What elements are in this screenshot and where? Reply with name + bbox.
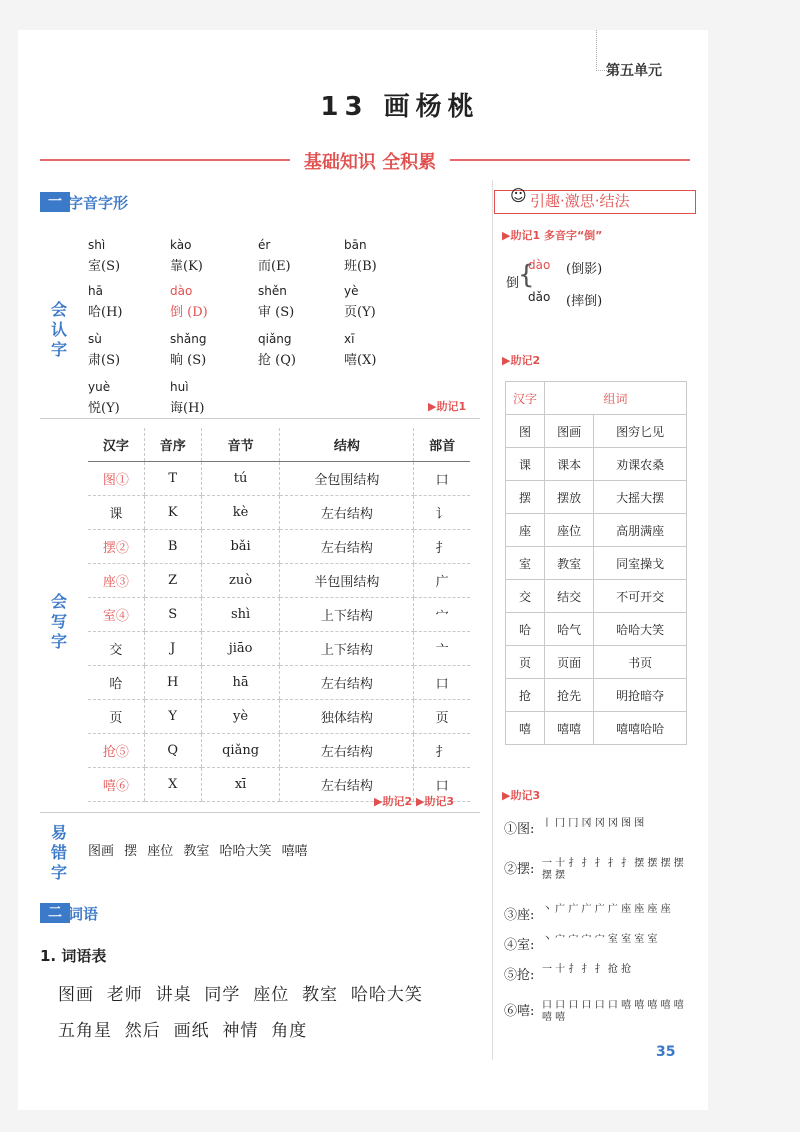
lesson-title: 13 画杨桃 <box>320 92 480 122</box>
recognize-char: 抢 (Q) <box>258 353 296 368</box>
compound-row <box>506 547 687 580</box>
write-table-row <box>88 598 470 632</box>
compound-cell: 哈气 <box>545 613 594 646</box>
recognize-char: 晌 (S) <box>170 353 207 368</box>
unit-tag: 第五单元 <box>606 63 662 79</box>
write-table-header: 结构 <box>280 428 414 462</box>
write-table-cell: Y <box>144 700 201 734</box>
compound-cell: 摆 <box>506 481 545 514</box>
write-table-row <box>88 564 470 598</box>
stroke-sequence: 丶 广 广 广 广 广 座 座 座 座 <box>542 904 671 915</box>
write-table-cell: 嘻⑥ <box>88 768 144 802</box>
recognize-pinyin: yuè <box>88 380 111 394</box>
dao-char: 倒 <box>506 276 520 291</box>
compound-cell: 嘻嘻哈哈 <box>594 712 687 745</box>
recognize-pinyin: dào <box>170 284 193 298</box>
recognize-pinyin: bān <box>344 238 367 252</box>
brace-icon: { <box>518 260 535 290</box>
write-table-cell: Z <box>144 564 201 598</box>
compound-cell: 课 <box>506 448 545 481</box>
compound-cell: 高朋满座 <box>594 514 687 547</box>
stroke-sequence: 口 口 口 口 口 口 嘻 嘻 嘻 嘻 嘻 嘻 嘻 <box>542 1000 684 1023</box>
dao2-pinyin: dǎo <box>528 290 551 304</box>
write-table-cell: kè <box>201 496 280 530</box>
write-table-cell: 左右结构 <box>280 530 414 564</box>
compound-cell: 不可开交 <box>594 580 687 613</box>
recognize-pinyin: qiǎng <box>258 332 292 346</box>
section1-title: 字音字形 <box>68 194 129 212</box>
write-table-row <box>88 530 470 564</box>
compound-cell: 页面 <box>545 646 594 679</box>
compound-cell: 摆放 <box>545 481 594 514</box>
write-table-cell: xī <box>201 768 280 802</box>
write-table-cell: 摆② <box>88 530 144 564</box>
recognize-char: 审 (S) <box>258 305 295 320</box>
write-table-row <box>88 496 470 530</box>
stroke-label: ⑤抢: <box>504 968 535 983</box>
vocab-line-1: 图画 老师 讲桌 同学 座位 教室 哈哈大笑 <box>58 985 423 1005</box>
banner-line-right <box>450 159 690 161</box>
write-table-cell: jiāo <box>201 632 280 666</box>
recognize-char: 嘻(X) <box>344 353 377 368</box>
write-table-cell: 室④ <box>88 598 144 632</box>
vocab-line-2: 五角星 然后 画纸 神情 角度 <box>58 1021 308 1041</box>
write-table-cell: T <box>144 462 201 496</box>
compound-cell: 哈 <box>506 613 545 646</box>
side-zhuji1-title: ▶助记1 多音字“倒” <box>502 229 603 242</box>
write-table-cell: 口 <box>414 666 470 700</box>
write-table-cell: 广 <box>414 564 470 598</box>
write-table-cell: 左右结构 <box>280 496 414 530</box>
write-table-row <box>88 462 470 496</box>
write-table-cell: 扌 <box>414 734 470 768</box>
compound-row <box>506 580 687 613</box>
stroke-sequence: 一 十 扌 扌 扌 抢 抢 <box>542 964 632 975</box>
recognize-pinyin: xī <box>344 332 355 346</box>
zhuji1-tag[interactable]: ▶助记1 <box>428 400 467 413</box>
compound-row <box>506 415 687 448</box>
section-banner: 基础知识 全积累 <box>290 148 450 174</box>
write-table-cell: yè <box>201 700 280 734</box>
write-table-row <box>88 666 470 700</box>
write-table-row <box>88 734 470 768</box>
compound-cell: 劝课农桑 <box>594 448 687 481</box>
write-table-cell: 左右结构 <box>280 666 414 700</box>
recognize-pinyin: huì <box>170 380 189 394</box>
write-table-cell: shì <box>201 598 280 632</box>
compound-row <box>506 481 687 514</box>
stroke-label: ②摆: <box>504 862 535 877</box>
write-table-cell: 页 <box>88 700 144 734</box>
recognize-char: 诲(H) <box>170 401 205 416</box>
vocab-title: 1. 词语表 <box>40 947 107 965</box>
compound-header: 组词 <box>545 382 687 415</box>
compound-cell: 同室操戈 <box>594 547 687 580</box>
compound-cell: 明抢暗夺 <box>594 679 687 712</box>
divider <box>40 812 480 813</box>
recognize-char: 哈(H) <box>88 305 123 320</box>
teacher-icon: ☺ <box>510 186 527 205</box>
write-table-cell: zuò <box>201 564 280 598</box>
write-table-cell: qiǎng <box>201 734 280 768</box>
recognize-pinyin: kào <box>170 238 192 252</box>
compound-cell: 结交 <box>545 580 594 613</box>
write-table-cell: 扌 <box>414 530 470 564</box>
stroke-sequence: 一 十 扌 扌 扌 扌 扌 摆 摆 摆 摆 摆 摆 <box>542 858 684 881</box>
compound-cell: 哈哈大笑 <box>594 613 687 646</box>
recognize-label: 会认字 <box>50 300 67 359</box>
write-table-cell: 页 <box>414 700 470 734</box>
recognize-pinyin: shǎng <box>170 332 207 346</box>
compound-cell: 图穷匕见 <box>594 415 687 448</box>
write-table-cell: J <box>144 632 201 666</box>
recognize-pinyin: yè <box>344 284 359 298</box>
write-table-cell: K <box>144 496 201 530</box>
compound-words-table <box>505 381 687 745</box>
compound-cell: 页 <box>506 646 545 679</box>
zhuji23-tag[interactable]: ▶助记2 ▶助记3 <box>374 795 455 808</box>
write-table-cell: 口 <box>414 768 470 802</box>
banner-line-left <box>40 159 290 161</box>
compound-cell: 教室 <box>545 547 594 580</box>
compound-cell: 抢 <box>506 679 545 712</box>
write-table-header: 音序 <box>144 428 201 462</box>
recognize-char: 而(E) <box>258 259 291 274</box>
section2-number: 二 <box>40 903 70 923</box>
stroke-label: ③座: <box>504 908 535 923</box>
divider <box>40 418 480 419</box>
compound-row <box>506 712 687 745</box>
recognize-char: 倒 (D) <box>170 305 208 320</box>
write-table-cell: 左右结构 <box>280 768 414 802</box>
write-table-cell: bǎi <box>201 530 280 564</box>
write-table-cell: 抢⑤ <box>88 734 144 768</box>
write-label: 会写字 <box>50 592 67 651</box>
compound-cell: 交 <box>506 580 545 613</box>
compound-cell: 座 <box>506 514 545 547</box>
write-table-header: 音节 <box>201 428 280 462</box>
dao2-word: (摔倒) <box>566 294 603 309</box>
recognize-char: 班(B) <box>344 259 377 274</box>
write-table <box>88 428 470 802</box>
recognize-pinyin: ér <box>258 238 271 252</box>
recognize-char: 靠(K) <box>170 259 203 274</box>
compound-cell: 室 <box>506 547 545 580</box>
dao1-pinyin: dào <box>528 258 551 272</box>
write-table-cell: 左右结构 <box>280 734 414 768</box>
error-words: 图画 摆 座位 教室 哈哈大笑 嘻嘻 <box>88 844 308 859</box>
compound-cell: 大摇大摆 <box>594 481 687 514</box>
recognize-char: 室(S) <box>88 259 121 274</box>
recognize-pinyin: shì <box>88 238 106 252</box>
write-table-cell: 口 <box>414 462 470 496</box>
compound-cell: 图 <box>506 415 545 448</box>
write-table-cell: 座③ <box>88 564 144 598</box>
compound-cell: 嘻嘻 <box>545 712 594 745</box>
compound-row <box>506 514 687 547</box>
write-table-cell: tú <box>201 462 280 496</box>
compound-cell: 座位 <box>545 514 594 547</box>
compound-row <box>506 613 687 646</box>
stroke-label: ①图: <box>504 822 535 837</box>
compound-row <box>506 448 687 481</box>
write-table-cell: 上下结构 <box>280 598 414 632</box>
compound-row <box>506 679 687 712</box>
write-table-cell: 课 <box>88 496 144 530</box>
section2-title: 词语 <box>68 905 99 923</box>
write-table-cell: 宀 <box>414 598 470 632</box>
compound-cell: 抢先 <box>545 679 594 712</box>
write-table-cell: Q <box>144 734 201 768</box>
side-zhuji2-title: ▶助记2 <box>502 354 541 367</box>
recognize-char: 悦(Y) <box>88 401 120 416</box>
write-table-cell: B <box>144 530 201 564</box>
write-table-cell: X <box>144 768 201 802</box>
write-table-cell: 独体结构 <box>280 700 414 734</box>
recognize-pinyin: shěn <box>258 284 287 298</box>
write-table-cell: hā <box>201 666 280 700</box>
side-divider <box>492 180 493 1060</box>
compound-row <box>506 646 687 679</box>
compound-row <box>506 382 687 415</box>
write-table-cell: H <box>144 666 201 700</box>
write-table-row <box>88 700 470 734</box>
write-table-cell: 哈 <box>88 666 144 700</box>
page-number: 35 <box>656 1044 676 1060</box>
compound-cell: 嘻 <box>506 712 545 745</box>
write-table-cell: 图① <box>88 462 144 496</box>
write-table-cell: 亠 <box>414 632 470 666</box>
compound-header: 汉字 <box>506 382 545 415</box>
dao1-word: (倒影) <box>566 262 603 277</box>
write-table-row <box>88 632 470 666</box>
recognize-char: 页(Y) <box>344 305 376 320</box>
recognize-pinyin: sù <box>88 332 102 346</box>
write-table-cell: 半包围结构 <box>280 564 414 598</box>
write-table-cell: 讠 <box>414 496 470 530</box>
write-table-cell: 上下结构 <box>280 632 414 666</box>
side-zhuji3-title: ▶助记3 <box>502 789 541 802</box>
side-heading: 引趣·激思·结法 <box>530 192 630 210</box>
write-table-cell: 全包围结构 <box>280 462 414 496</box>
write-table-header: 部首 <box>414 428 470 462</box>
write-table-cell: 交 <box>88 632 144 666</box>
compound-cell: 书页 <box>594 646 687 679</box>
stroke-sequence: 丨 冂 冂 冈 冈 冈 图 图 <box>542 818 645 829</box>
compound-cell: 图画 <box>545 415 594 448</box>
recognize-char: 肃(S) <box>88 353 121 368</box>
write-table-header: 汉字 <box>88 428 144 462</box>
compound-cell: 课本 <box>545 448 594 481</box>
section1-number: 一 <box>40 192 70 212</box>
stroke-label: ④室: <box>504 938 535 953</box>
error-label: 易错字 <box>50 823 67 882</box>
stroke-label: ⑥嘻: <box>504 1004 535 1019</box>
recognize-pinyin: hā <box>88 284 103 298</box>
write-table-cell: S <box>144 598 201 632</box>
stroke-sequence: 丶 宀 宀 宀 宀 室 室 室 室 <box>542 934 658 945</box>
